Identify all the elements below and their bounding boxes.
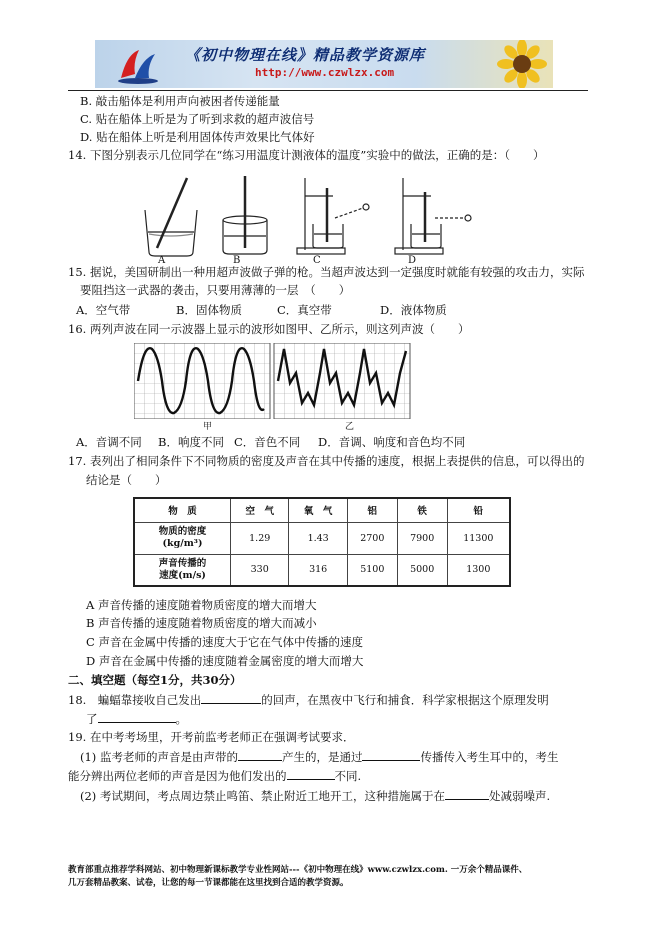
q17-option-c: C 声音在金属中传播的速度大于它在气体中传播的速度 (86, 635, 363, 649)
table-header-cell: 铅 (447, 498, 510, 522)
table-cell: 330 (231, 554, 289, 586)
q17-option-b: B 声音传播的速度随着物质密度的增大而减小 (86, 616, 317, 630)
q16-option-a: A．音调不同 (76, 435, 142, 449)
table-row-label (134, 554, 231, 586)
table-row-speed (134, 554, 510, 586)
q18-line1 (68, 691, 549, 708)
q15-option-c: C．真空带 (277, 303, 332, 317)
table-cell: 7900 (397, 522, 447, 554)
density-speed-table (133, 497, 511, 587)
q19-part1-line2 (68, 767, 361, 784)
q19-text-1d: 能分辨出两位老师的声音是因为他们发出的 (68, 769, 287, 783)
footer-line2: 几万套精品教案、试卷，让您的每一节课都能在这里找到合适的教学资源。 (68, 878, 349, 888)
table-cell: 1.43 (289, 522, 347, 554)
q19-text-1c: 传播传入考生耳中的，考生 (420, 750, 559, 764)
q18-line2 (86, 710, 187, 727)
oscilloscope-figure (134, 343, 414, 419)
thermometer-figure (135, 168, 490, 268)
table-cell: 5000 (397, 554, 447, 586)
header-banner (95, 40, 553, 88)
q19-text-2a: (2) 考试期间，考点周边禁止鸣笛、禁止附近工地开工，这种措施属于在 (80, 789, 445, 803)
q19-blank-2[interactable] (362, 748, 420, 761)
q18-blank-2[interactable] (98, 710, 176, 723)
table-header-cell: 物 质 (134, 498, 231, 522)
q15-stem-line2: 要阻挡这一武器的袭击，只要用薄薄的一层 （ ） (80, 283, 351, 297)
table-cell: 1.29 (231, 522, 289, 554)
q13-option-b: B. 敲击船体是利用声向被困者传递能量 (80, 94, 280, 108)
q18-text-b: 的回声，在黑夜中飞行和捕食．科学家根据这个原理发明 (261, 693, 549, 707)
q14-label-c: C (313, 255, 321, 266)
table-header-cell: 铁 (397, 498, 447, 522)
table-cell: 11300 (447, 522, 510, 554)
q14-label-b: B (233, 255, 241, 266)
q18-text-a: 18. 蝙蝠靠接收自己发出 (68, 693, 202, 707)
page-footer (68, 864, 588, 890)
q16-stem: 16. 两列声波在同一示波器上显示的波形如图甲、乙所示，则这列声波（ ） (68, 322, 470, 336)
logo-icon (113, 44, 163, 86)
q19-text-1b: 产生的，是通过 (281, 750, 363, 764)
q14-label-a: A (158, 255, 166, 266)
q13-option-c: C. 贴在船体上听是为了听到求救的超声波信号 (80, 112, 315, 126)
q19-blank-4[interactable] (445, 787, 489, 800)
q16-label-yi: 乙 (345, 422, 355, 432)
q17-stem-line2: 结论是（ ） (86, 473, 167, 487)
banner-title: 《初中物理在线》精品教学资源库 (185, 46, 426, 64)
q16-option-c: C．音色不同 (234, 435, 301, 449)
q17-stem-line1: 17. 表列出了相同条件下不同物质的密度及声音在其中传播的速度，根据上表提供的信息，可以得出的 (68, 454, 585, 468)
table-cell: 2700 (347, 522, 397, 554)
q14-label-d: D (408, 255, 417, 266)
q15-stem-line1: 15. 据说，美国研制出一种用超声波做子弹的枪。当超声波达到一定强度时就能有较强的攻击力，实际 (68, 265, 585, 279)
q13-option-d: D. 贴在船体上听是利用固体传声效果比气体好 (80, 130, 315, 144)
q16-label-jia: 甲 (203, 422, 213, 432)
table-cell: 1300 (447, 554, 510, 586)
q19-blank-1[interactable] (238, 748, 282, 761)
table-header-cell: 空 气 (231, 498, 289, 522)
density-label-line1: 物质的密度 (158, 526, 207, 537)
q19-blank-3[interactable] (287, 767, 335, 780)
table-cell: 5100 (347, 554, 397, 586)
q18-text-d: 。 (175, 712, 187, 726)
q19-part1-line1 (80, 748, 558, 765)
table-header-row (134, 498, 510, 522)
table-row-label (134, 522, 231, 554)
table-cell: 316 (289, 554, 347, 586)
q15-option-b: B．固体物质 (176, 303, 242, 317)
q14-stem: 14. 下图分别表示几位同学在“练习用温度计测液体的温度”实验中的做法，正确的是：（ ） (68, 148, 545, 162)
speed-label-line1: 声音传播的 (158, 557, 207, 569)
speed-label-line2: 速度(m/s) (159, 569, 206, 581)
q16-option-b: B．响度不同 (158, 435, 224, 449)
table-row-density (134, 522, 510, 554)
banner-url: http://www.czwlzx.com (255, 66, 395, 79)
q18-text-c: 了 (86, 712, 98, 726)
q19-text-1e: 不同. (334, 769, 362, 783)
q15-option-a: A．空气带 (76, 303, 131, 317)
table-header-cell: 铝 (347, 498, 397, 522)
sunflower-icon (490, 40, 553, 88)
q18-blank-1[interactable] (201, 691, 261, 704)
q15-option-d: D．液体物质 (380, 303, 447, 317)
footer-line1: 教育部重点推荐学科网站、初中物理新课标教学专业性网站---《初中物理在线》www.czwlzx.com. 一万余个精品课件、 (68, 865, 528, 875)
density-label-line2: (kg/m³) (162, 538, 203, 549)
q19-text-2b: 处减弱噪声. (488, 789, 551, 803)
q17-option-a: A 声音传播的速度随着物质密度的增大而增大 (86, 598, 317, 612)
q17-option-d: D 声音在金属中传播的速度随着金属密度的增大而增大 (86, 654, 364, 668)
q16-option-d: D．音调、响度和音色均不同 (318, 435, 466, 449)
q19-part2 (80, 787, 550, 804)
q19-text-1a: (1) 监考老师的声音是由声带的 (80, 750, 238, 764)
header-rule (68, 90, 588, 91)
table-header-cell: 氧 气 (289, 498, 347, 522)
q19-stem: 19. 在中考考场里，开考前监考老师正在强调考试要求． (68, 730, 355, 744)
section-fill-in-title: 二、填空题（每空1分，共30分） (68, 673, 242, 687)
